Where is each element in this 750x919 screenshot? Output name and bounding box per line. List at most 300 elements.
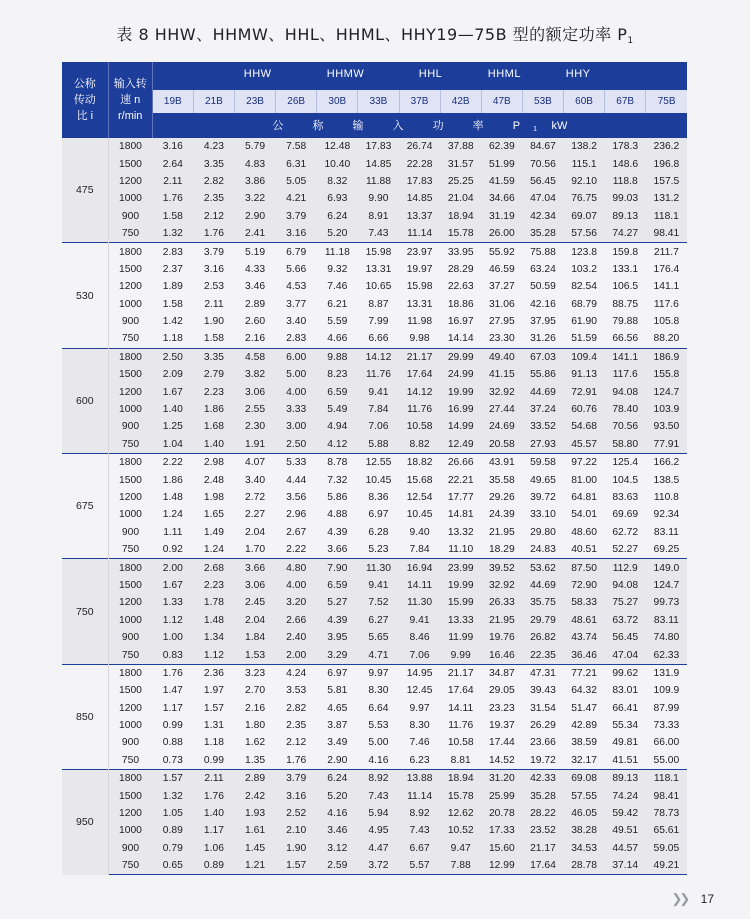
power-cell: 66.00	[646, 734, 687, 751]
power-cell: 37.88	[440, 138, 481, 156]
power-cell: 7.88	[440, 857, 481, 875]
power-cell: 1.40	[193, 436, 234, 454]
power-cell: 17.77	[440, 489, 481, 506]
power-cell: 84.67	[522, 138, 563, 156]
power-cell: 13.31	[399, 296, 440, 313]
speed-cell: 1000	[108, 401, 152, 418]
power-cell: 10.52	[440, 822, 481, 839]
power-cell: 2.16	[235, 700, 276, 717]
power-cell: 5.00	[276, 366, 317, 383]
power-cell: 17.64	[522, 857, 563, 875]
power-cell: 7.32	[317, 471, 358, 488]
power-cell: 3.40	[276, 313, 317, 330]
power-cell: 11.88	[358, 173, 399, 190]
power-cell: 1.04	[152, 436, 193, 454]
power-cell: 10.40	[317, 155, 358, 172]
ratio-cell: 530	[62, 243, 108, 348]
power-cell: 4.65	[317, 700, 358, 717]
power-cell: 3.22	[235, 190, 276, 207]
power-cell: 12.45	[399, 682, 440, 699]
power-cell: 148.6	[605, 155, 646, 172]
power-cell: 16.94	[399, 559, 440, 577]
speed-cell: 900	[108, 524, 152, 541]
speed-cell: 1200	[108, 383, 152, 400]
power-cell: 39.52	[481, 559, 522, 577]
power-cell: 2.16	[235, 330, 276, 348]
power-cell: 3.66	[235, 559, 276, 577]
power-cell: 8.81	[440, 752, 481, 770]
power-cell: 31.20	[481, 770, 522, 788]
power-cell: 4.47	[358, 840, 399, 857]
power-cell: 2.82	[276, 700, 317, 717]
speed-cell: 900	[108, 629, 152, 646]
speed-label-line: 速 n	[120, 93, 141, 106]
power-cell: 98.41	[646, 787, 687, 804]
power-cell: 9.41	[358, 383, 399, 400]
power-cell: 2.10	[276, 822, 317, 839]
power-cell: 70.56	[605, 418, 646, 435]
power-cell: 5.88	[358, 436, 399, 454]
power-cell: 6.24	[317, 208, 358, 225]
power-cell: 7.46	[399, 734, 440, 751]
power-cell: 105.8	[646, 313, 687, 330]
power-cell: 69.25	[646, 541, 687, 559]
table-row	[62, 155, 687, 172]
power-cell: 4.39	[317, 612, 358, 629]
speed-cell: 1000	[108, 190, 152, 207]
power-cell: 6.23	[399, 752, 440, 770]
power-cell: 3.95	[317, 629, 358, 646]
power-cell: 5.81	[317, 682, 358, 699]
power-cell: 14.12	[399, 383, 440, 400]
power-cell: 14.81	[440, 506, 481, 523]
speed-cell: 1200	[108, 594, 152, 611]
power-cell: 14.14	[440, 330, 481, 348]
power-cell: 5.53	[358, 717, 399, 734]
speed-cell: 1500	[108, 366, 152, 383]
ratio-label-line: 传动	[73, 93, 96, 106]
power-cell: 52.27	[605, 541, 646, 559]
power-cell: 11.30	[358, 559, 399, 577]
power-cell: 42.16	[522, 296, 563, 313]
power-cell: 21.17	[440, 664, 481, 682]
table-row	[62, 190, 687, 207]
power-cell: 13.32	[440, 524, 481, 541]
power-cell: 3.16	[276, 787, 317, 804]
power-cell: 7.06	[358, 418, 399, 435]
power-cell: 3.56	[276, 489, 317, 506]
power-cell: 1.17	[193, 822, 234, 839]
power-cell: 70.56	[522, 155, 563, 172]
power-cell: 6.97	[317, 664, 358, 682]
power-cell: 89.13	[605, 770, 646, 788]
table-row	[62, 436, 687, 454]
power-cell: 20.78	[481, 805, 522, 822]
table-row	[62, 682, 687, 699]
table-row	[62, 208, 687, 225]
power-cell: 1.24	[193, 541, 234, 559]
power-cell: 32.92	[481, 577, 522, 594]
power-cell: 1.48	[152, 489, 193, 506]
power-cell: 4.58	[235, 348, 276, 366]
power-cell: 3.35	[193, 155, 234, 172]
power-cell: 10.65	[358, 278, 399, 295]
ratio-label-line: 比 i	[76, 109, 94, 122]
power-cell: 19.37	[481, 717, 522, 734]
power-cell: 11.14	[399, 225, 440, 243]
power-cell: 110.8	[646, 489, 687, 506]
power-cell: 34.66	[481, 190, 522, 207]
speed-cell: 750	[108, 646, 152, 664]
power-cell: 14.11	[440, 700, 481, 717]
power-cell: 3.77	[276, 296, 317, 313]
power-cell: 10.58	[399, 418, 440, 435]
power-cell: 19.76	[481, 629, 522, 646]
power-cell: 1.91	[235, 436, 276, 454]
power-cell: 26.33	[481, 594, 522, 611]
power-cell: 44.57	[605, 840, 646, 857]
power-cell: 25.25	[440, 173, 481, 190]
power-cell: 16.46	[481, 646, 522, 664]
power-cell: 35.28	[522, 225, 563, 243]
power-cell: 9.40	[399, 524, 440, 541]
power-cell: 27.95	[481, 313, 522, 330]
power-cell: 83.11	[646, 524, 687, 541]
power-cell: 3.79	[193, 243, 234, 261]
power-cell: 69.07	[564, 208, 605, 225]
model-column-header: 37B	[399, 90, 440, 113]
power-cell: 0.99	[193, 752, 234, 770]
power-cell: 74.80	[646, 629, 687, 646]
power-cell: 9.90	[358, 190, 399, 207]
power-cell: 4.21	[276, 190, 317, 207]
power-cell: 5.00	[358, 734, 399, 751]
power-cell: 12.55	[358, 454, 399, 472]
power-cell: 1.97	[193, 682, 234, 699]
power-cell: 1.86	[152, 471, 193, 488]
power-cell: 51.59	[564, 330, 605, 348]
table-row	[62, 383, 687, 400]
power-cell: 46.59	[481, 261, 522, 278]
power-cell: 17.64	[440, 682, 481, 699]
power-cell: 1.47	[152, 682, 193, 699]
power-cell: 40.51	[564, 541, 605, 559]
power-cell: 2.89	[235, 296, 276, 313]
power-cell: 94.08	[605, 383, 646, 400]
unit-label: 公 称 输 入 功 率 P	[272, 120, 534, 132]
power-cell: 118.1	[646, 208, 687, 225]
power-cell: 14.52	[481, 752, 522, 770]
power-cell: 23.30	[481, 330, 522, 348]
power-cell: 15.60	[481, 840, 522, 857]
model-column-header: 30B	[317, 90, 358, 113]
power-cell: 6.97	[358, 506, 399, 523]
power-cell: 2.12	[276, 734, 317, 751]
power-cell: 0.65	[152, 857, 193, 875]
power-cell: 79.88	[605, 313, 646, 330]
power-cell: 59.05	[646, 840, 687, 857]
power-cell: 42.33	[522, 770, 563, 788]
model-column-header: 23B	[235, 90, 276, 113]
power-cell: 14.11	[399, 577, 440, 594]
power-cell: 117.6	[646, 296, 687, 313]
power-cell: 4.16	[358, 752, 399, 770]
power-cell: 2.90	[317, 752, 358, 770]
power-cell: 1.53	[235, 646, 276, 664]
power-cell: 3.82	[235, 366, 276, 383]
power-cell: 15.78	[440, 787, 481, 804]
power-cell: 11.76	[440, 717, 481, 734]
power-cell: 41.15	[481, 366, 522, 383]
power-cell: 2.04	[235, 612, 276, 629]
table-row	[62, 664, 687, 682]
power-cell: 2.50	[276, 436, 317, 454]
power-cell: 5.19	[235, 243, 276, 261]
ratio-group	[62, 664, 687, 769]
power-cell: 9.99	[440, 646, 481, 664]
power-cell: 22.21	[440, 471, 481, 488]
power-cell: 23.97	[399, 243, 440, 261]
speed-cell: 1000	[108, 296, 152, 313]
power-cell: 4.12	[317, 436, 358, 454]
speed-cell: 750	[108, 436, 152, 454]
speed-cell: 900	[108, 313, 152, 330]
power-cell: 22.28	[399, 155, 440, 172]
power-cell: 6.59	[317, 577, 358, 594]
speed-cell: 1500	[108, 261, 152, 278]
speed-cell: 1800	[108, 243, 152, 261]
power-cell: 35.58	[481, 471, 522, 488]
power-cell: 24.99	[440, 366, 481, 383]
speed-cell: 1800	[108, 138, 152, 156]
power-cell: 47.04	[605, 646, 646, 664]
power-cell: 19.97	[399, 261, 440, 278]
power-cell: 11.30	[399, 594, 440, 611]
power-cell: 3.00	[276, 418, 317, 435]
table-row	[62, 805, 687, 822]
power-cell: 56.45	[522, 173, 563, 190]
power-cell: 24.83	[522, 541, 563, 559]
power-cell: 1.35	[235, 752, 276, 770]
power-cell: 0.83	[152, 646, 193, 664]
power-cell: 51.47	[564, 700, 605, 717]
power-cell: 22.35	[522, 646, 563, 664]
power-cell: 149.0	[646, 559, 687, 577]
power-cell: 29.99	[440, 348, 481, 366]
power-cell: 1.90	[276, 840, 317, 857]
power-cell: 69.69	[605, 506, 646, 523]
power-cell: 117.6	[605, 366, 646, 383]
speed-column-header	[108, 62, 152, 138]
power-cell: 2.83	[152, 243, 193, 261]
power-cell: 41.59	[481, 173, 522, 190]
power-cell: 2.83	[276, 330, 317, 348]
power-cell: 14.85	[358, 155, 399, 172]
power-cell: 29.80	[522, 524, 563, 541]
power-cell: 5.59	[317, 313, 358, 330]
model-column-header: 47B	[481, 90, 522, 113]
power-cell: 3.66	[317, 541, 358, 559]
power-cell: 49.21	[646, 857, 687, 875]
power-cell: 9.98	[399, 330, 440, 348]
power-cell: 1.40	[193, 805, 234, 822]
power-cell: 5.79	[235, 138, 276, 156]
power-cell: 2.89	[235, 770, 276, 788]
power-cell: 7.46	[317, 278, 358, 295]
power-cell: 8.30	[358, 682, 399, 699]
table-row	[62, 418, 687, 435]
power-cell: 3.16	[193, 261, 234, 278]
power-cell: 17.33	[481, 822, 522, 839]
power-cell: 2.09	[152, 366, 193, 383]
power-cell: 1.18	[193, 734, 234, 751]
power-cell: 7.52	[358, 594, 399, 611]
power-cell: 236.2	[646, 138, 687, 156]
power-cell: 14.12	[358, 348, 399, 366]
power-cell: 9.88	[317, 348, 358, 366]
power-cell: 87.99	[646, 700, 687, 717]
speed-cell: 1800	[108, 664, 152, 682]
power-cell: 49.81	[605, 734, 646, 751]
power-cell: 1.49	[193, 524, 234, 541]
power-cell: 186.9	[646, 348, 687, 366]
power-cell: 3.16	[276, 225, 317, 243]
power-cell: 4.80	[276, 559, 317, 577]
model-column-header: 33B	[358, 90, 399, 113]
power-cell: 7.84	[358, 401, 399, 418]
power-cell: 65.61	[646, 822, 687, 839]
power-cell: 15.68	[399, 471, 440, 488]
power-cell: 0.79	[152, 840, 193, 857]
power-cell: 14.95	[399, 664, 440, 682]
power-cell: 75.88	[522, 243, 563, 261]
power-cell: 46.05	[564, 805, 605, 822]
power-cell: 41.51	[605, 752, 646, 770]
speed-cell: 1500	[108, 471, 152, 488]
speed-cell: 1800	[108, 454, 152, 472]
power-cell: 8.92	[358, 770, 399, 788]
power-cell: 18.94	[440, 770, 481, 788]
speed-label-line: r/min	[117, 109, 143, 122]
power-cell: 83.11	[646, 612, 687, 629]
power-cell: 5.23	[358, 541, 399, 559]
power-cell: 7.43	[358, 225, 399, 243]
power-cell: 0.92	[152, 541, 193, 559]
speed-cell: 1500	[108, 787, 152, 804]
ratio-group	[62, 348, 687, 453]
power-cell: 109.9	[646, 682, 687, 699]
ratio-group	[62, 454, 687, 559]
speed-cell: 1200	[108, 173, 152, 190]
table-row	[62, 559, 687, 577]
power-cell: 4.00	[276, 383, 317, 400]
power-cell: 1.80	[235, 717, 276, 734]
ratio-group	[62, 243, 687, 348]
power-cell: 89.13	[605, 208, 646, 225]
power-cell: 1.68	[193, 418, 234, 435]
power-cell: 7.06	[399, 646, 440, 664]
power-cell: 93.50	[646, 418, 687, 435]
power-cell: 1.45	[235, 840, 276, 857]
power-cell: 29.05	[481, 682, 522, 699]
power-cell: 47.04	[522, 190, 563, 207]
power-cell: 5.57	[399, 857, 440, 875]
power-cell: 2.60	[235, 313, 276, 330]
power-cell: 3.49	[317, 734, 358, 751]
series-label: HHY	[565, 68, 591, 80]
power-cell: 26.66	[440, 454, 481, 472]
power-cell: 18.82	[399, 454, 440, 472]
table-row	[62, 506, 687, 523]
power-cell: 2.40	[276, 629, 317, 646]
model-column-header: 21B	[193, 90, 234, 113]
power-cell: 18.86	[440, 296, 481, 313]
speed-cell: 1200	[108, 489, 152, 506]
power-cell: 109.4	[564, 348, 605, 366]
power-cell: 1.25	[152, 418, 193, 435]
power-cell: 2.23	[193, 383, 234, 400]
speed-cell: 1000	[108, 506, 152, 523]
power-cell: 1.89	[152, 278, 193, 295]
table-row	[62, 524, 687, 541]
power-cell: 23.23	[481, 700, 522, 717]
series-label: HHMW	[326, 68, 365, 80]
power-cell: 1.76	[152, 190, 193, 207]
power-cell: 103.9	[646, 401, 687, 418]
power-cell: 88.75	[605, 296, 646, 313]
table-row	[62, 278, 687, 295]
table-title-subscript: 1	[627, 36, 634, 46]
power-cell: 8.91	[358, 208, 399, 225]
power-cell: 22.63	[440, 278, 481, 295]
page-footer	[672, 891, 715, 907]
power-cell: 1.21	[235, 857, 276, 875]
power-cell: 19.99	[440, 577, 481, 594]
table-row	[62, 734, 687, 751]
speed-cell: 1800	[108, 559, 152, 577]
power-cell: 2.98	[193, 454, 234, 472]
power-cell: 15.98	[399, 278, 440, 295]
power-cell: 4.33	[235, 261, 276, 278]
power-cell: 1.32	[152, 225, 193, 243]
power-cell: 2.90	[235, 208, 276, 225]
power-cell: 2.68	[193, 559, 234, 577]
power-cell: 166.2	[646, 454, 687, 472]
power-cell: 1.24	[152, 506, 193, 523]
power-cell: 19.72	[522, 752, 563, 770]
power-cell: 4.23	[193, 138, 234, 156]
power-cell: 13.37	[399, 208, 440, 225]
power-cell: 32.92	[481, 383, 522, 400]
power-cell: 19.99	[440, 383, 481, 400]
power-cell: 21.17	[399, 348, 440, 366]
power-cell: 5.94	[358, 805, 399, 822]
power-cell: 131.2	[646, 190, 687, 207]
power-cell: 1.57	[193, 700, 234, 717]
power-cell: 66.56	[605, 330, 646, 348]
power-cell: 118.1	[646, 770, 687, 788]
power-cell: 141.1	[646, 278, 687, 295]
power-cell: 0.73	[152, 752, 193, 770]
speed-cell: 900	[108, 734, 152, 751]
ratio-cell: 850	[62, 664, 108, 769]
power-cell: 12.62	[440, 805, 481, 822]
table-row	[62, 348, 687, 366]
power-cell: 3.79	[276, 770, 317, 788]
power-cell: 55.92	[481, 243, 522, 261]
power-cell: 3.79	[276, 208, 317, 225]
model-column-header: 53B	[522, 90, 563, 113]
